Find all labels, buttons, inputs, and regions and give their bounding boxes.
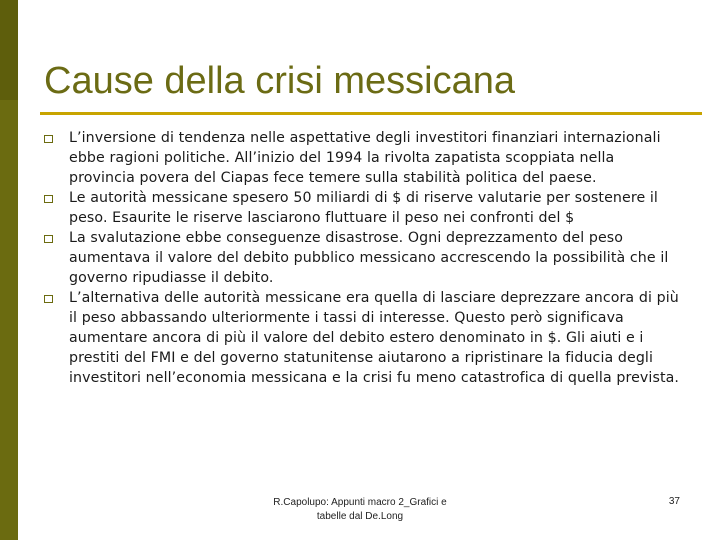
list-item: [44, 128, 680, 188]
title-underline: [40, 112, 702, 115]
bullet-text: La svalutazione ebbe conseguenze disastrose. Ogni deprezzamento del peso aumentava il valore del debito pubblico messicano accrescendo la possibilità che il governo ripudiasse il debito.: [69, 230, 669, 286]
footer-source-line1: R.Capolupo: Appunti macro 2_Grafici e: [273, 497, 447, 508]
list-item: [44, 228, 680, 288]
footer-source: [240, 496, 480, 524]
page-number: 37: [668, 496, 680, 507]
slide-title: Cause della crisi messicana: [44, 60, 515, 102]
footer-source-line2: tabelle dal De.Long: [316, 511, 404, 522]
bullet-text: Le autorità messicane spesero 50 miliardi di $ di riserve valutarie per sostenere il peso. Esaurite le riserve lasciarono fluttuare il peso nei confronti del $: [69, 190, 658, 226]
square-bullet-icon: [44, 135, 53, 143]
bullet-text: L’inversione di tendenza nelle aspettative degli investitori finanziari internazionali ebbe ragioni politiche. All’inizio del 1994 la rivolta zapatista scoppiata nella provincia povera del Ciapas fece temere sulla stabilità politica del paese.: [69, 130, 661, 186]
bullet-text: L’alternativa delle autorità messicane era quella di lasciare deprezzare ancora di più il peso abbassando ulteriormente i tassi di interesse. Questo però significava aumentare ancora di più il valore del debito estero denominato in $. Gli aiuti e i prestiti del FMI e del governo statunitense aiutarono a ripristinare la fiducia degli investitori nell’economia messicana e la crisi fu meno catastrofica di quella prevista.: [69, 290, 680, 386]
list-item: [44, 188, 680, 228]
list-item: [44, 288, 680, 388]
square-bullet-icon: [44, 195, 53, 203]
sidebar-accent-top: [0, 0, 18, 100]
square-bullet-icon: [44, 295, 53, 303]
bullet-list: [44, 128, 680, 388]
square-bullet-icon: [44, 235, 53, 243]
